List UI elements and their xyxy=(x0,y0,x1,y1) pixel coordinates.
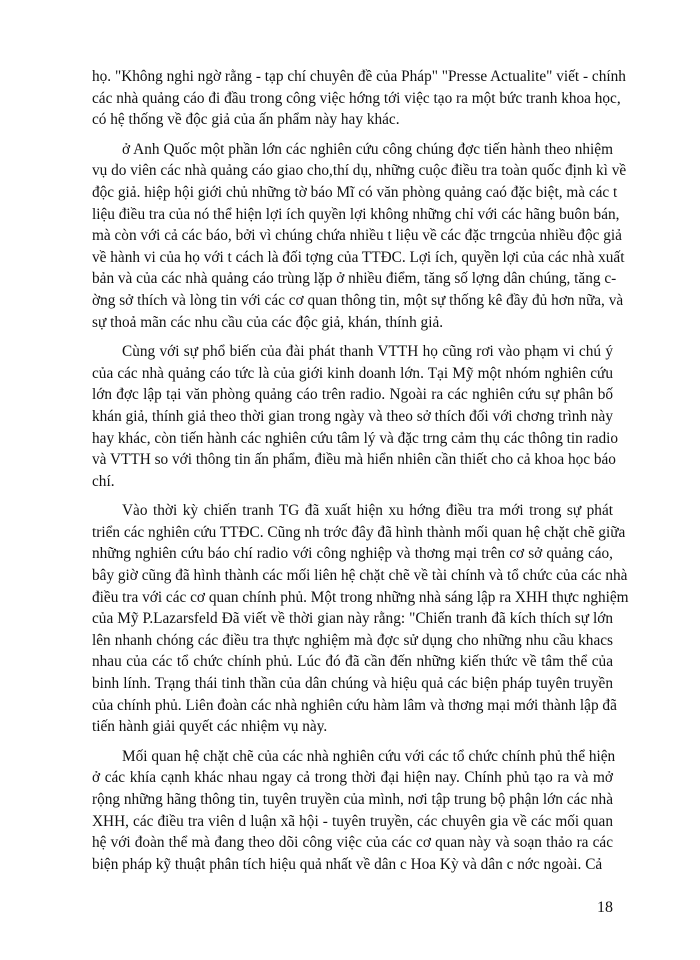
text-line: liệu điều tra của nó thể hiện lợi ích quyền lợi không những chỉ với các hãng buôn bán, xyxy=(92,205,620,223)
text-line: rộng những hãng thông tin, tuyên truyền của mình, nơi tập trung bộ phận lớn các nhà xyxy=(92,791,613,808)
text-line: có hệ thống về độc giả của ấn phẩm này hay khác. xyxy=(92,111,400,129)
text-line: của các nhà quảng cáo tức là của giới kinh doanh lớn. Tại Mỹ một nhóm nghiên cứu xyxy=(92,364,613,382)
text-line: binh lính. Trạng thái tinh thần của dân chúng và hiệu quả các biện pháp tuyên truyền xyxy=(92,675,613,693)
paragraph xyxy=(92,341,619,492)
text-line: biện pháp kỹ thuật phân tích hiệu quả nhất về dân c Hoa Kỳ và dân c nớc ngoài. Cả xyxy=(92,855,603,873)
text-line: về hành vi của họ với t cách là đối tợng của TTĐC. Lợi ích, quyền lợi của các nhà xuất xyxy=(92,248,625,266)
text-line: hay khác, còn tiến hành các nghiên cứu tâm lý và đặc trng cảm thụ các thông tin radio xyxy=(92,429,619,447)
paragraph xyxy=(92,139,627,333)
text-line: lên nhanh chóng các điều tra thực nghiệm mà đợc sử dụng cho những nhu cầu khacs xyxy=(92,631,613,649)
page-body xyxy=(92,66,629,883)
text-line: và VTTH so với thông tin ấn phẩm, điều mà hiển nhiên cần thiết cho cả khoa học báo xyxy=(92,451,616,469)
text-line: họ. "Không nghi ngờ rằng - tạp chí chuyên đề của Pháp" "Presse Actualite" viết - chính xyxy=(92,68,626,85)
text-line: lớn đợc lập tại văn phòng quảng cáo trên radio. Ngoài ra các nghiên cứu sự phân bố xyxy=(92,386,613,404)
text-line: mà còn với cả các báo, bởi vì chúng chứa nhiều t liệu về các đặc trngcủa nhiều độc giả xyxy=(92,227,622,245)
text-line: điều tra với các cơ quan chính phủ. Một trong những nhà sáng lập ra XHH thực nghiệm xyxy=(92,588,629,606)
text-line: sự thoả mãn các nhu cầu của các độc giả, khán, thính giả. xyxy=(92,313,444,331)
text-line: bản và của các nhà quảng cáo trùng lặp ở nhiều điểm, tăng số lợng dân chúng, tăng c- xyxy=(92,270,617,288)
text-line: bây giờ cũng đã hình thành các mối liên hệ chặt chẽ về tài chính và tổ chức của các nhà xyxy=(92,567,628,585)
text-line: Vào thời kỳ chiến tranh TG đã xuất hiện xu hớng điều tra mới trong sự phát xyxy=(122,502,613,520)
text-line: Cùng với sự phổ biến của đài phát thanh VTTH họ cũng rơi vào phạm vi chú ý xyxy=(122,343,613,361)
text-line: chí. xyxy=(92,472,115,490)
text-line: của chính phủ. Liên đoàn các nhà nghiên cứu hàm lâm và thơng mại mới thành lập đã xyxy=(92,696,617,714)
paragraph xyxy=(92,500,629,738)
page-number: 18 xyxy=(597,899,613,916)
text-line: ở các khía cạnh khác nhau ngay cả trong thời đại hiện nay. Chính phủ tạo ra và mở xyxy=(92,769,613,787)
text-line: ở Anh Quốc một phần lớn các nghiên cứu công chúng đợc tiến hành theo nhiệm xyxy=(122,140,613,158)
text-line: độc giả. hiệp hội giới chủ những tờ báo Mĩ có văn phòng quảng caó đặc biệt, mà các t xyxy=(92,183,618,201)
text-line: những nghiên cứu báo chí radio với công nghiệp và thơng mại trên cơ sở quảng cáo, xyxy=(92,545,613,563)
text-line: khán giả, thính giả theo thời gian trong ngày và theo sở thích đối với chơng trình này xyxy=(92,407,613,425)
paragraph xyxy=(92,66,626,131)
text-line: nhau của các tổ chức chính phủ. Lúc đó đã cần đến những kiến thức về tâm thể của xyxy=(92,653,613,671)
text-line: hệ với đoàn thể mà đang theo dõi công việc của các cơ quan này và soạn thảo ra các xyxy=(92,834,613,852)
text-line: vụ do viên các nhà quảng cáo giao cho,thí dụ, những cuộc điều tra toàn quốc định kì về xyxy=(92,162,627,180)
text-line: các nhà quảng cáo đi đầu trong công việc hớng tới việc tạo ra một bức tranh khoa học, xyxy=(92,89,621,107)
paragraph xyxy=(92,746,616,876)
text-line: tiến hành giải quyết các nhiệm vụ này. xyxy=(92,718,328,736)
text-line: Mối quan hệ chặt chẽ của các nhà nghiên cứu với các tổ chức chính phủ thể hiện xyxy=(122,747,616,765)
text-line: của Mỹ P.Lazarsfeld Đã viết về thời gian này rằng: "Chiến tranh đã kích thích sự lớn xyxy=(92,610,613,628)
text-line: ờng sở thích và lòng tin với các cơ quan thông tin, một sự thống kê đầy đủ hơn nữa, và xyxy=(92,291,624,309)
text-line: XHH, các điều tra viên d luận xã hội - tuyên truyền, các chuyên gia về các mối quan xyxy=(92,812,613,830)
text-line: triển các nghiên cứu TTĐC. Cũng nh trớc đây đã hình thành mối quan hệ chặt chẽ giữa xyxy=(92,523,626,541)
